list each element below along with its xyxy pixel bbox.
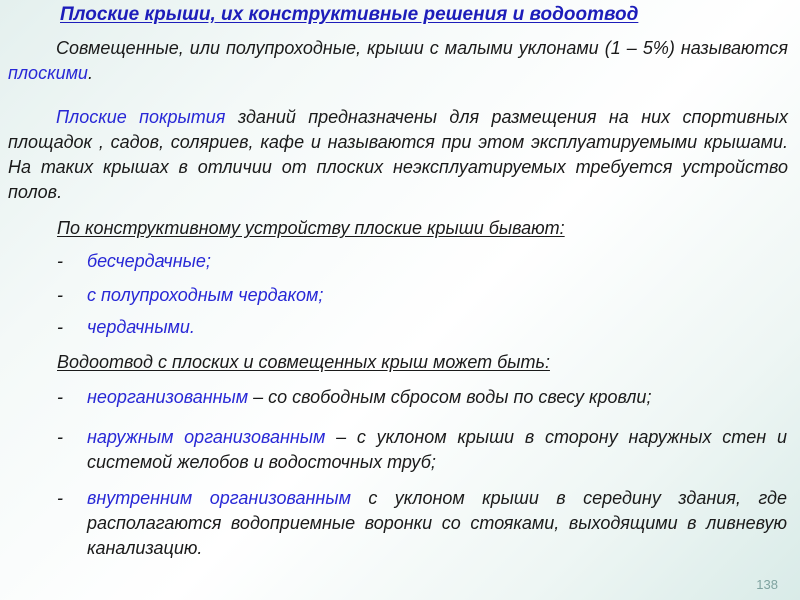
heading-drainage-types: Водоотвод с плоских и совмещенных крыш может быть: bbox=[57, 352, 550, 372]
list-item bbox=[57, 385, 787, 410]
list-dash: - bbox=[57, 488, 63, 508]
list-item bbox=[57, 315, 787, 340]
slide-title: Плоские крыши, их конструктивные решения и водоотвод bbox=[60, 4, 639, 25]
list-item-text: чердачными. bbox=[87, 317, 195, 337]
list-dash: - bbox=[57, 427, 63, 447]
paragraph-flat-coverings bbox=[8, 105, 788, 205]
paragraph-text: Совмещенные, или полупроходные, крыши с малыми уклонами (1 – 5%) называются bbox=[56, 38, 788, 58]
list-item-text: с полупроходным чердаком; bbox=[87, 285, 324, 305]
list-dash: - bbox=[57, 285, 63, 305]
highlight-term: Плоские покрытия bbox=[56, 107, 226, 127]
highlight-term: неорганизованным bbox=[87, 387, 249, 407]
paragraph-end: . bbox=[87, 63, 93, 83]
list-item-text: с уклоном крыши в середину здания, где располагаются водоприемные воронки со стояками, выходящими в ливневую канализацию. bbox=[87, 488, 787, 558]
list-item-text: бесчердачные; bbox=[87, 251, 211, 271]
list-dash: - bbox=[57, 317, 63, 337]
list-dash: - bbox=[57, 387, 63, 407]
heading-construction-types: По конструктивному устройству плоские крыши бывают: bbox=[57, 218, 565, 238]
paragraph-text: зданий предназначены для размещения на них спортивных площадок , садов, соляриев, кафе и называются при этом эксплуатируемыми крышами. На таких крышах в отличии от плоских неэксплуатируемых требуется устройство полов. bbox=[8, 107, 788, 202]
list-item-text: – со свободным сбросом воды по свесу кровли; bbox=[248, 387, 652, 407]
list-item bbox=[57, 486, 787, 561]
highlight-term: наружным организованным bbox=[87, 427, 326, 447]
paragraph-combined-roofs bbox=[8, 36, 788, 86]
highlight-term: внутренним организованным bbox=[87, 488, 351, 508]
highlight-term: плоскими bbox=[8, 63, 88, 83]
list-item bbox=[57, 425, 787, 475]
page-number: 138 bbox=[756, 577, 778, 592]
list-item bbox=[57, 249, 787, 274]
list-item bbox=[57, 283, 787, 308]
list-item-text: – с уклоном крыши в сторону наружных стен и системой желобов и водосточных труб; bbox=[87, 427, 787, 472]
list-dash: - bbox=[57, 251, 63, 271]
